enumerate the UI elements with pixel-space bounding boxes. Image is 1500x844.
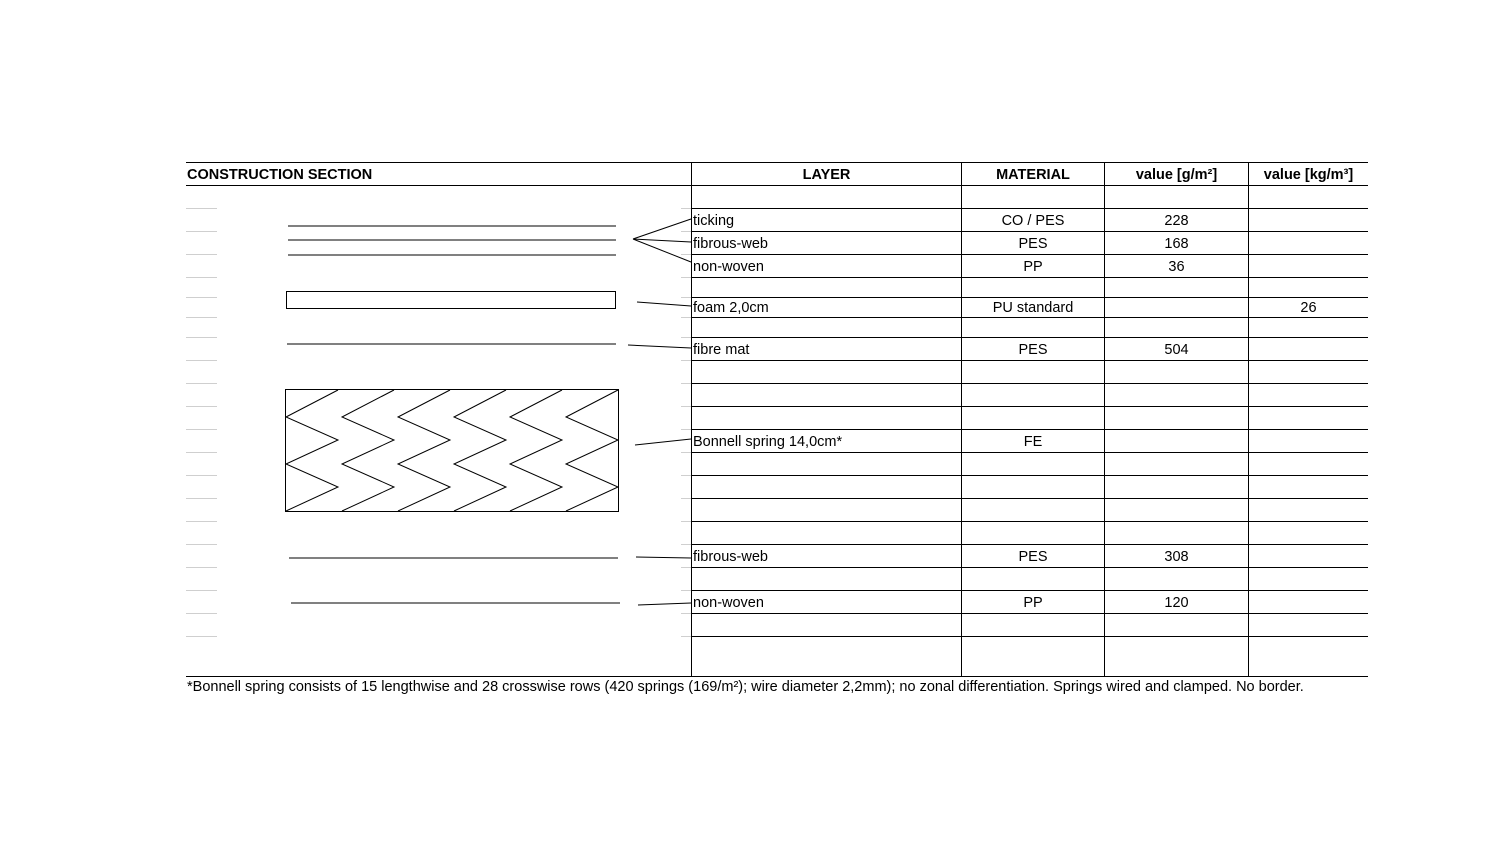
layer-cell: fibrous-web	[693, 236, 768, 252]
layer-cell: non-woven	[693, 595, 764, 611]
material-cell: PES	[1018, 236, 1048, 252]
leader-fibre-mat	[628, 345, 691, 348]
footnote: *Bonnell spring consists of 15 lengthwise and 28 crosswise rows (420 springs (169/m²); wire diameter 2,2mm); no zonal differentiation. Springs wired and clamped. No border.	[187, 679, 1304, 695]
value-gm2-cell: 36	[1168, 259, 1185, 275]
material-cell: PES	[1018, 549, 1048, 565]
material-cell: CO / PES	[1001, 213, 1065, 229]
header-construction-section: CONSTRUCTION SECTION	[187, 167, 373, 183]
value-gm2-cell: 228	[1164, 213, 1189, 229]
header-layer: LAYER	[802, 167, 851, 183]
value-gm2-cell: 120	[1164, 595, 1189, 611]
value-kgm3-cell: 26	[1300, 300, 1317, 316]
leader-ticking	[633, 219, 691, 239]
value-gm2-cell: 504	[1164, 342, 1189, 358]
value-gm2-cell: 308	[1164, 549, 1189, 565]
value-gm2-cell: 168	[1164, 236, 1189, 252]
leader-fibrous-web	[633, 239, 691, 242]
spring-zigzag	[342, 390, 394, 511]
leader-bottom-fibrous-web	[636, 557, 691, 558]
spring-zigzag	[510, 390, 562, 511]
layer-cell: ticking	[693, 213, 735, 229]
layer-cell: fibre mat	[693, 342, 750, 358]
foam-layer-rect	[287, 292, 616, 309]
material-cell: PP	[1023, 259, 1043, 275]
layer-cell: foam 2,0cm	[693, 300, 769, 316]
header-material: MATERIAL	[996, 167, 1070, 183]
header-value-kgm3: value [kg/m³]	[1263, 167, 1354, 183]
spring-zigzag	[398, 390, 450, 511]
layer-cell: fibrous-web	[693, 549, 768, 565]
leader-foam	[637, 302, 691, 306]
spring-zigzag	[566, 390, 618, 511]
header-value-gm2: value [g/m²]	[1135, 167, 1218, 183]
material-cell: PES	[1018, 342, 1048, 358]
material-cell: PP	[1023, 595, 1043, 611]
material-cell: PU standard	[992, 300, 1074, 316]
layer-cell: non-woven	[693, 259, 764, 275]
spring-unit-rect	[286, 390, 619, 512]
layer-cell: Bonnell spring 14,0cm*	[693, 434, 843, 450]
leader-bonnell-spring	[635, 439, 691, 445]
leader-non-woven	[633, 239, 691, 262]
spring-zigzag	[286, 390, 338, 511]
leader-bottom-non-woven	[638, 603, 691, 605]
material-cell: FE	[1023, 434, 1043, 450]
spring-zigzag	[454, 390, 506, 511]
spring-zigzags	[286, 390, 618, 511]
